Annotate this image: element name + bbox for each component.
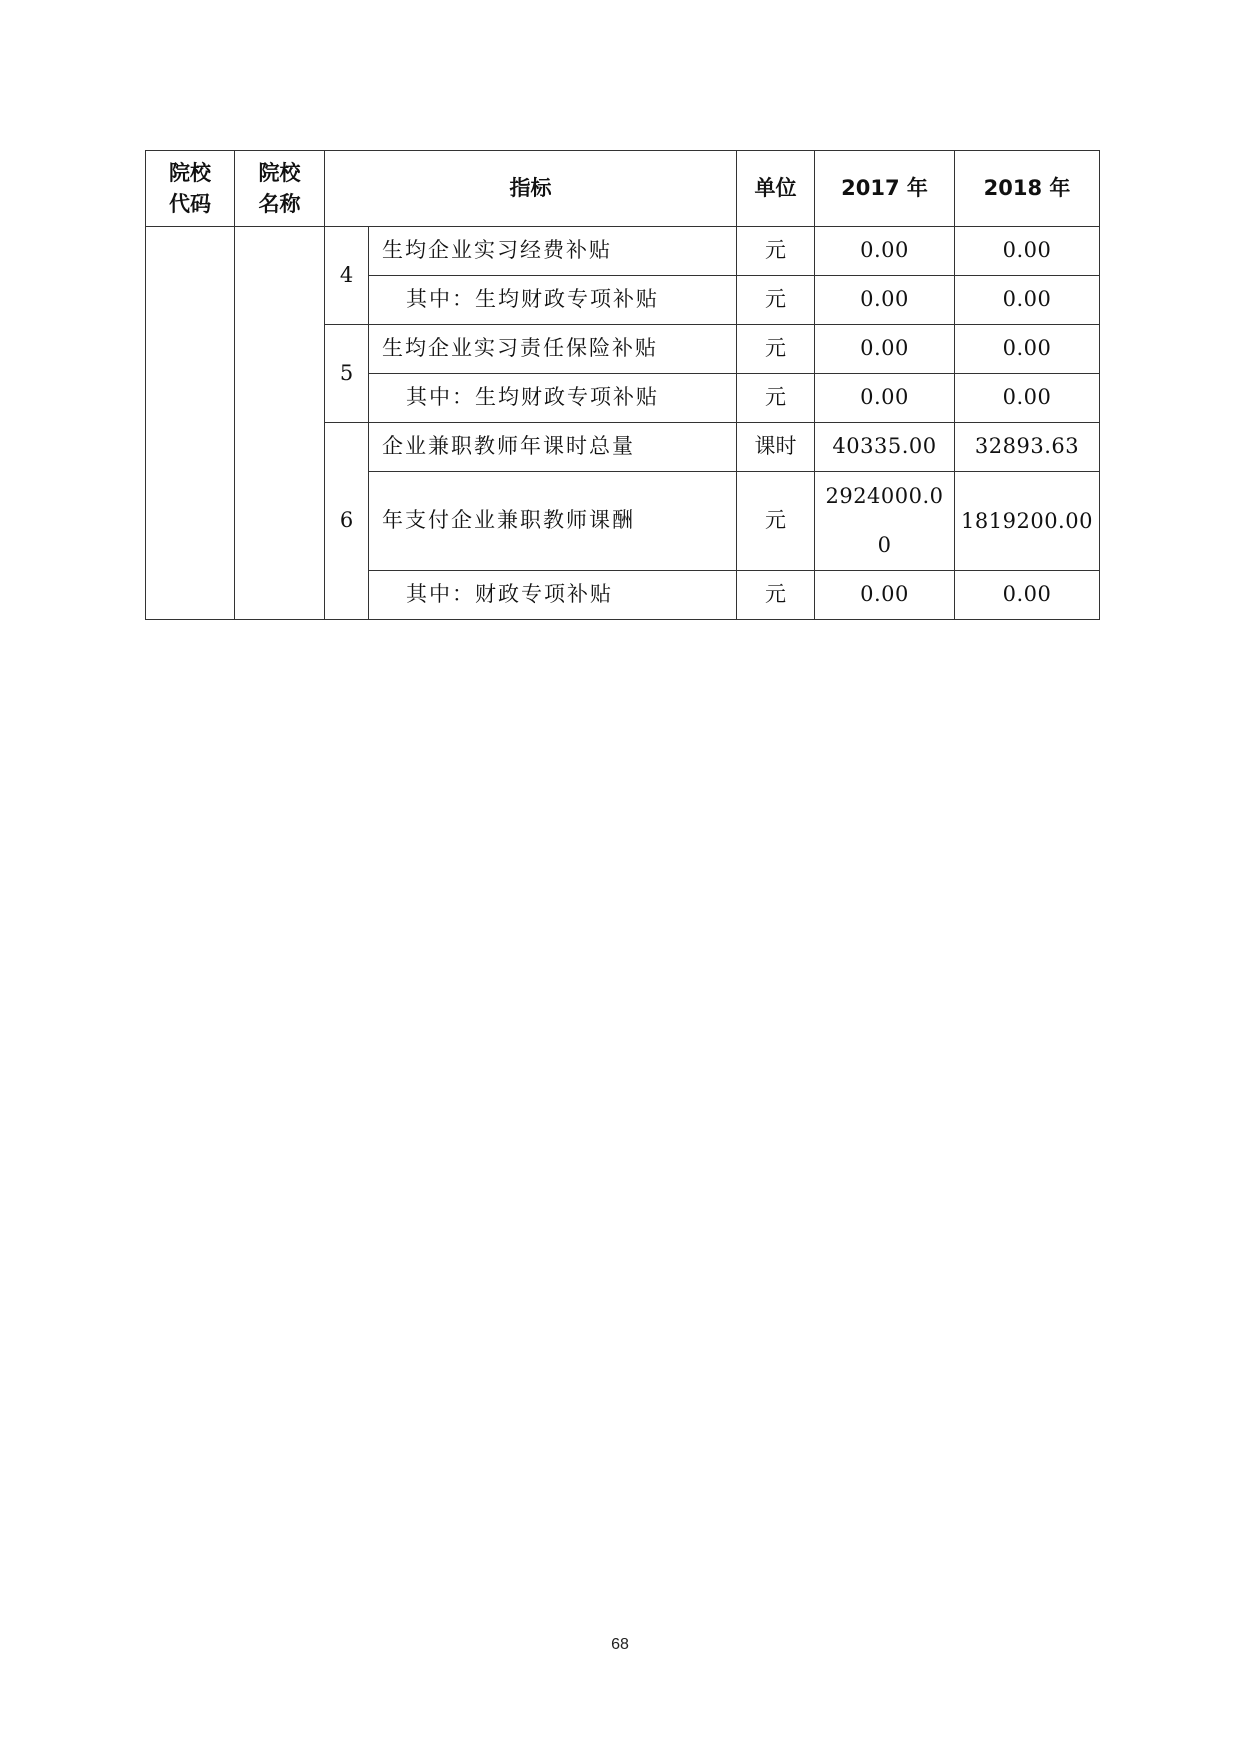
unit-cell: 元: [737, 472, 815, 571]
indicator-table: [145, 150, 1100, 620]
value-2018-cell: 0.00: [955, 276, 1100, 325]
indicator-cell: 其中：生均财政专项补贴: [369, 276, 737, 325]
indicator-cell: 其中：生均财政专项补贴: [369, 374, 737, 423]
value-2018-cell: 32893.63: [955, 423, 1100, 472]
indicator-cell: 生均企业实习责任保险补贴: [369, 325, 737, 374]
header-year-2017: 2017 年: [815, 151, 955, 227]
value-2017-cell: 0.00: [815, 325, 955, 374]
indicator-cell: 企业兼职教师年课时总量: [369, 423, 737, 472]
header-school-name-line2: 名称: [258, 191, 301, 216]
value-2018-cell: 0.00: [955, 374, 1100, 423]
school-name-cell: [235, 227, 325, 620]
indicator-cell: 生均企业实习经费补贴: [369, 227, 737, 276]
table-header-row: [146, 151, 1100, 227]
unit-cell: 元: [737, 325, 815, 374]
indicator-cell: 年支付企业兼职教师课酬: [369, 472, 737, 571]
value-2018-cell: 1819200.00: [955, 472, 1100, 571]
value-2018-cell: 0.00: [955, 325, 1100, 374]
value-2018-cell: 0.00: [955, 571, 1100, 620]
value-2017-cell: 40335.00: [815, 423, 955, 472]
group-number: 6: [325, 423, 369, 620]
group-number: 5: [325, 325, 369, 423]
header-school-name: [235, 151, 325, 227]
unit-cell: 元: [737, 571, 815, 620]
group-number: 4: [325, 227, 369, 325]
value-2017-cell: 0.00: [815, 571, 955, 620]
unit-cell: 元: [737, 227, 815, 276]
header-school-code-line1: 院校: [169, 161, 211, 186]
value-2017-cell: 0.00: [815, 374, 955, 423]
table-row: [146, 227, 1100, 276]
unit-cell: 元: [737, 374, 815, 423]
header-school-name-line1: 院校: [258, 161, 301, 186]
header-school-code-line2: 代码: [169, 191, 211, 216]
school-code-cell: [146, 227, 235, 620]
unit-cell: 元: [737, 276, 815, 325]
indicator-cell: 其中：财政专项补贴: [369, 571, 737, 620]
header-indicator: 指标: [325, 151, 737, 227]
value-2017-cell: 0.00: [815, 227, 955, 276]
header-unit: 单位: [737, 151, 815, 227]
value-2018-cell: 0.00: [955, 227, 1100, 276]
unit-cell: 课时: [737, 423, 815, 472]
value-2017-cell: 2924000.00: [815, 472, 955, 571]
page-number: 68: [611, 1636, 629, 1653]
header-school-code: [146, 151, 235, 227]
value-2017-cell: 0.00: [815, 276, 955, 325]
header-year-2018: 2018 年: [955, 151, 1100, 227]
